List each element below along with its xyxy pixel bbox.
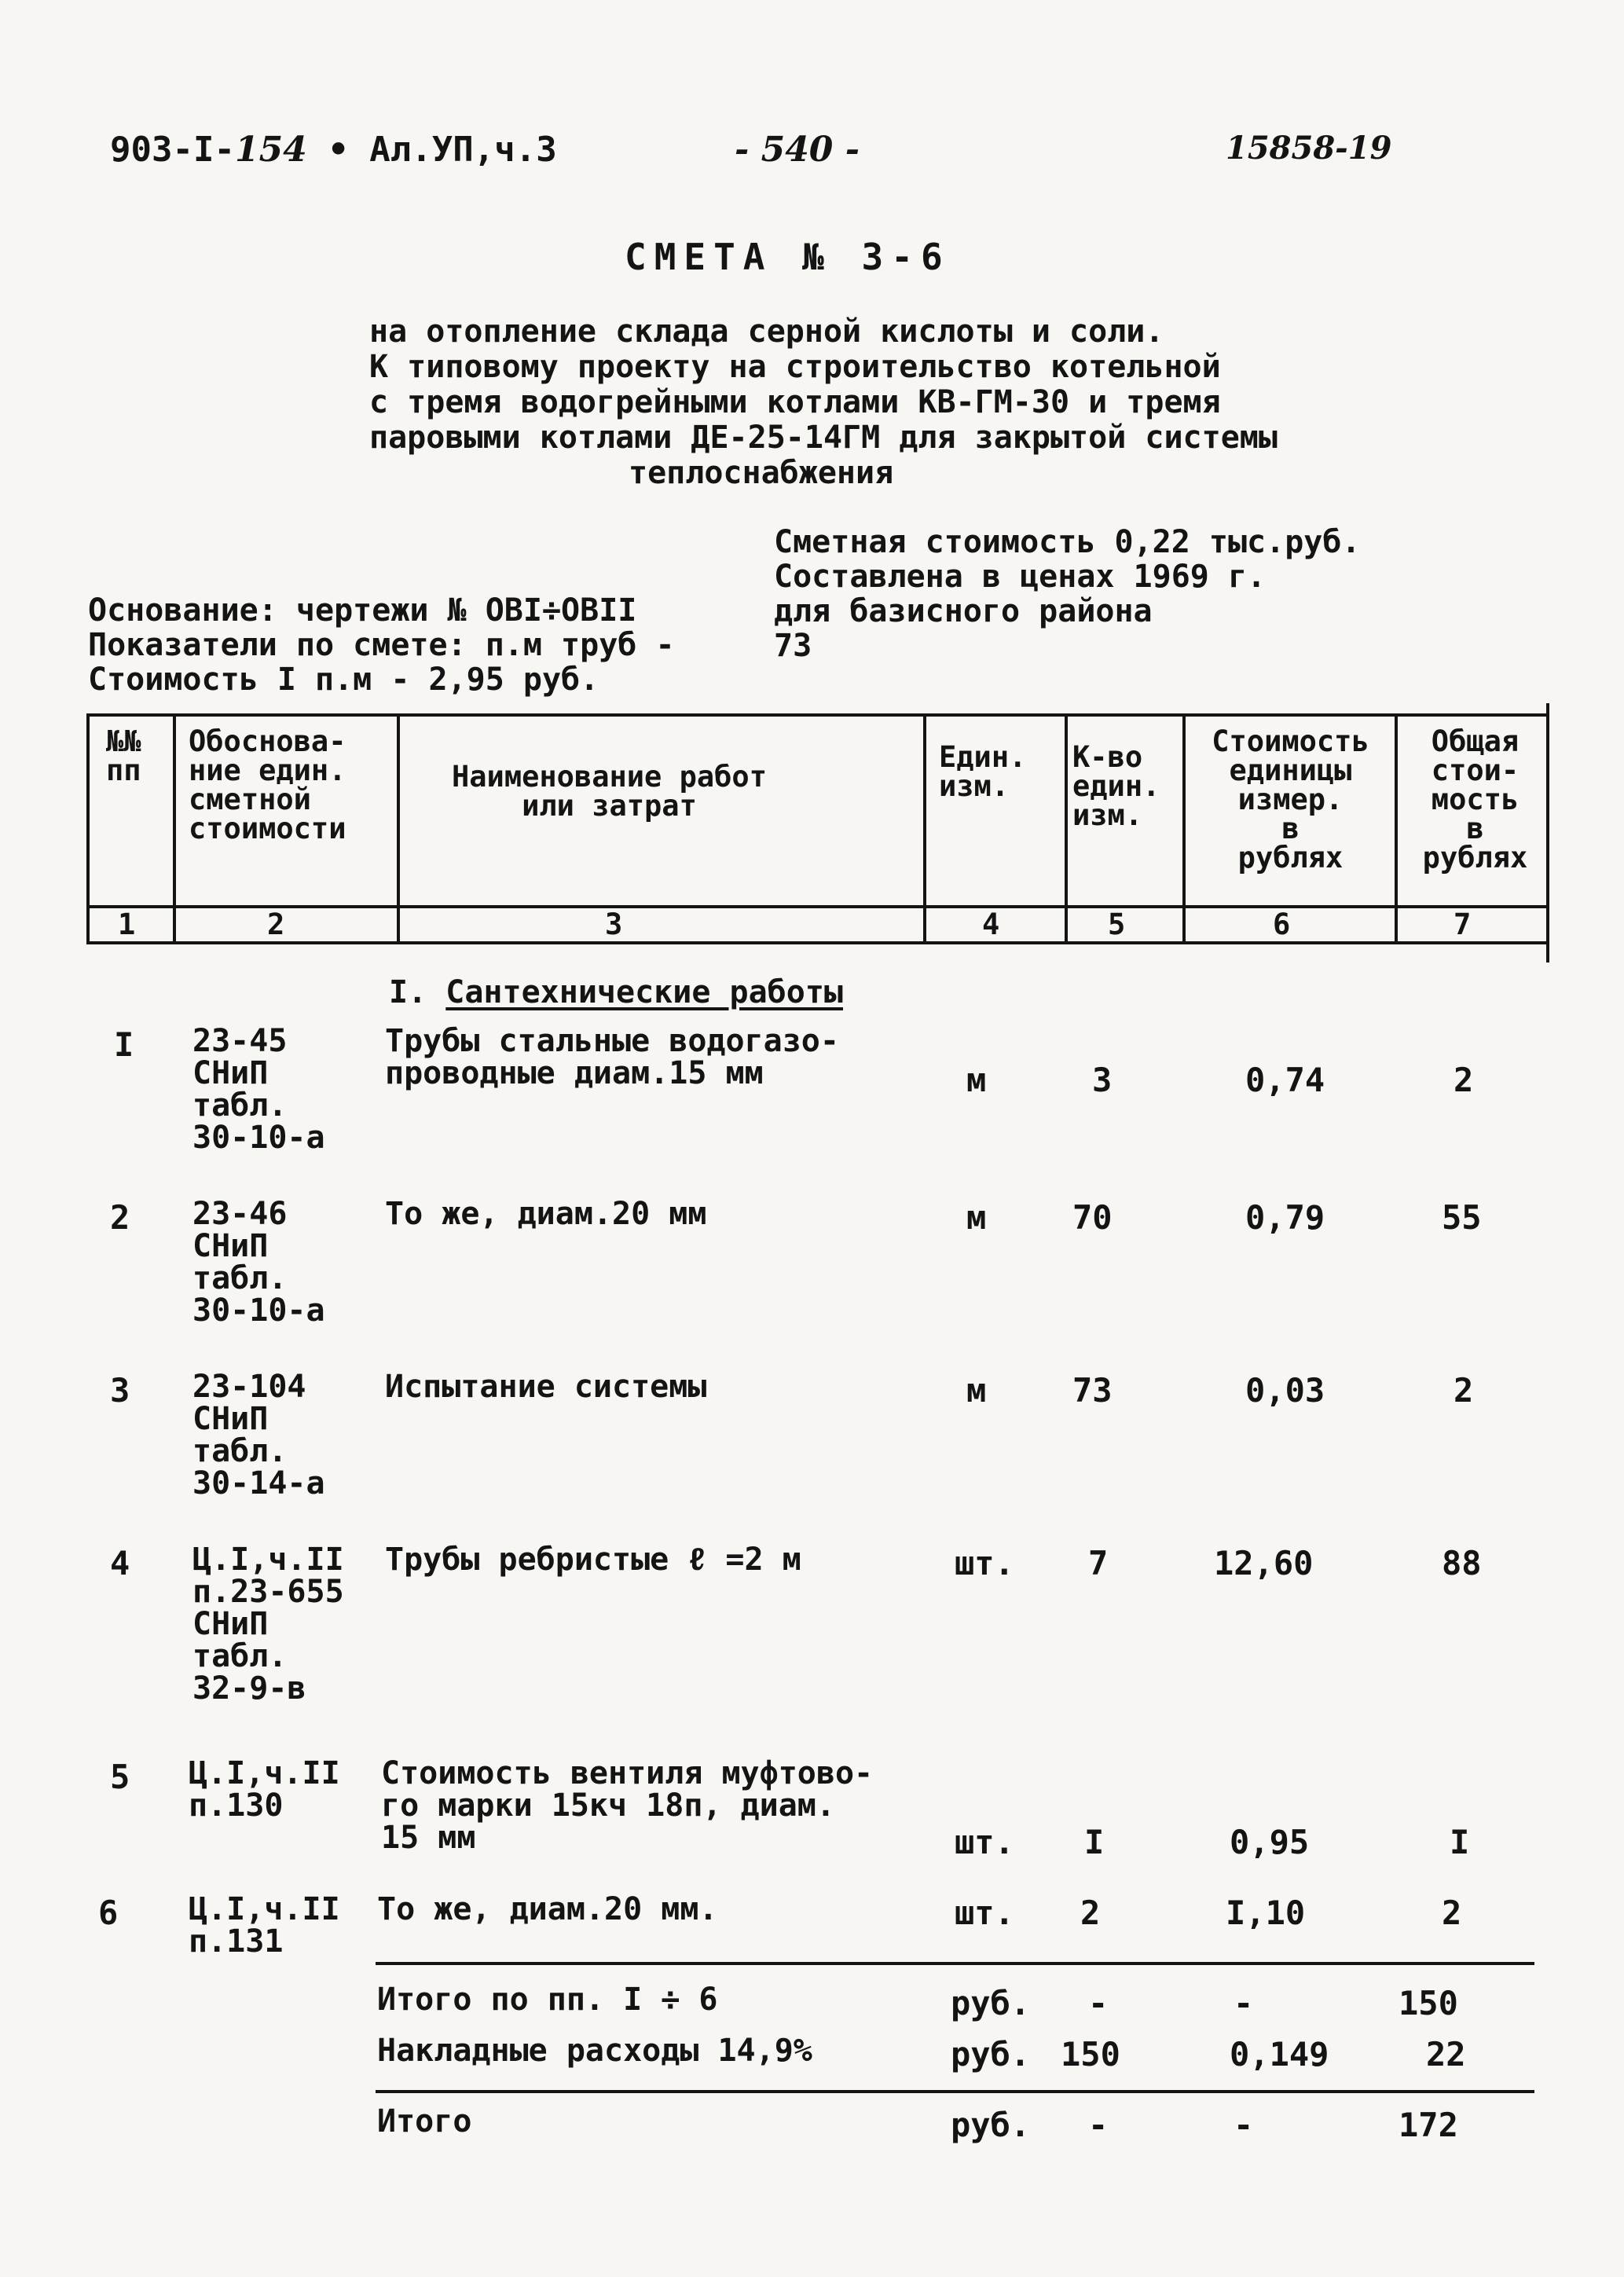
summary-unit: руб. <box>951 2035 1031 2074</box>
row-unit-cost: 0,95 <box>1230 1823 1310 1861</box>
row-unit: шт. <box>955 1894 1014 1932</box>
row-unit-cost: 0,79 <box>1245 1198 1325 1237</box>
estimated-cost: Сметная стоимость 0,22 тыс.руб. <box>774 524 1361 560</box>
header-basis: Обоснова- ние един. сметной стоимости <box>189 724 346 845</box>
summary-quantity: - <box>1088 2106 1109 2144</box>
section-number: I. <box>389 974 427 1010</box>
section-heading <box>389 974 843 1010</box>
summary-top-rule <box>376 1962 1534 1965</box>
row-basis: 23-46 СНиП табл. 30-10-а <box>192 1196 325 1329</box>
row-total: 88 <box>1442 1544 1482 1582</box>
subtitle-line: паровыми котлами ДЕ-25-14ГМ для закрытой системы <box>369 420 1278 456</box>
row-work-name: Стоимость вентиля муфтово- го марки 15кч 18п, диам. 15 мм <box>381 1755 874 1856</box>
row-total: 2 <box>1454 1061 1474 1099</box>
row-total: I <box>1450 1823 1470 1861</box>
row-work-name: Трубы ребристые ℓ =2 м <box>385 1542 801 1578</box>
row-quantity: 73 <box>1072 1371 1113 1410</box>
table-col-border <box>1395 713 1398 944</box>
row-number: 3 <box>110 1371 130 1410</box>
summary-quantity: - <box>1088 1984 1109 2022</box>
row-unit: м <box>966 1371 987 1410</box>
table-col-border <box>1546 703 1549 962</box>
summary-total: 22 <box>1426 2035 1466 2074</box>
row-work-name: То же, диам.20 мм <box>385 1196 707 1232</box>
row-unit: м <box>966 1061 987 1099</box>
page-number: - 540 - <box>735 130 860 170</box>
table-col-border <box>1065 713 1068 944</box>
row-unit: м <box>966 1198 987 1237</box>
basis-block <box>88 593 675 697</box>
col-number: 5 <box>1108 908 1126 941</box>
col-number: 3 <box>605 908 623 941</box>
subtitle-line: на отопление склада серной кислоты и соли. <box>369 314 1164 350</box>
row-unit: шт. <box>955 1823 1014 1861</box>
summary-unit-cost: - <box>1234 1984 1254 2022</box>
basis-indicators: Показатели по смете: п.м труб - <box>88 627 675 663</box>
row-quantity: 70 <box>1072 1198 1113 1237</box>
row-unit-cost: 0,74 <box>1245 1061 1325 1099</box>
header-unit: Един. изм. <box>939 740 1027 803</box>
col-number: 4 <box>982 908 1000 941</box>
table-col-border <box>397 713 400 944</box>
pipe-meters-value: 73 <box>774 628 812 664</box>
section-title: Сантехнические работы <box>445 974 843 1010</box>
row-basis: 23-104 СНиП табл. 30-14-а <box>192 1369 325 1502</box>
summary-label: Итого <box>377 2103 472 2140</box>
table-top-border <box>86 713 1549 717</box>
table-col-border <box>173 713 176 944</box>
row-quantity: 2 <box>1080 1894 1101 1932</box>
row-work-name: Испытание системы <box>385 1369 707 1405</box>
header-work-name: Наименование работ или затрат <box>452 760 767 823</box>
summary-total: 172 <box>1399 2106 1458 2144</box>
price-year: Составлена в ценах 1969 г. <box>774 559 1267 595</box>
row-unit-cost: 12,60 <box>1214 1544 1314 1582</box>
summary-label: Итого по пп. I ÷ 6 <box>377 1982 718 2018</box>
row-number: 4 <box>110 1544 130 1582</box>
col-number: 7 <box>1454 908 1472 941</box>
summary-quantity: 150 <box>1061 2035 1120 2074</box>
row-quantity: 3 <box>1092 1061 1113 1099</box>
row-unit-cost: 0,03 <box>1245 1371 1325 1410</box>
summary-unit: руб. <box>951 2106 1031 2144</box>
col-number: 6 <box>1273 908 1291 941</box>
cost-info-block <box>774 525 1361 663</box>
summary-unit: руб. <box>951 1984 1031 2022</box>
summary-total-rule <box>376 2090 1534 2093</box>
header-quantity: К-во един. изм. <box>1072 740 1160 832</box>
summary-unit-cost: - <box>1234 2106 1254 2144</box>
summary-label: Накладные расходы 14,9% <box>377 2033 812 2069</box>
subtitle-line: К типовому проекту на строительство котельной <box>369 349 1221 385</box>
document-code-prefix: 903-I- <box>110 130 235 170</box>
header-unit-cost: Стоимость единицы измер. в рублях <box>1212 724 1369 874</box>
header-total-cost: Общая стои- мость в рублях <box>1422 724 1528 874</box>
subtitle-line: теплоснабжения <box>629 455 894 491</box>
header-row-number: №№ пп <box>106 724 141 787</box>
table-col-border <box>1182 713 1186 944</box>
col-number: 1 <box>118 908 136 941</box>
row-quantity: I <box>1084 1823 1105 1861</box>
document-title: СМЕТА № 3-6 <box>625 236 951 278</box>
col-number: 2 <box>267 908 285 941</box>
row-basis: Ц.I,ч.II п.23-655 СНиП табл. 32-9-в <box>192 1542 344 1707</box>
row-total: 55 <box>1442 1198 1482 1237</box>
row-total: 2 <box>1454 1371 1474 1410</box>
subtitle-block <box>369 314 1278 491</box>
row-work-name: То же, диам.20 мм. <box>377 1891 718 1927</box>
row-work-name: Трубы стальные водогазо- проводные диам.15 мм <box>385 1023 839 1091</box>
summary-unit-cost: 0,149 <box>1230 2035 1329 2074</box>
row-number: 2 <box>110 1198 130 1237</box>
document-number: 15858-19 <box>1226 130 1392 167</box>
document-code-handwritten: 154 <box>234 130 307 170</box>
table-header-divider <box>86 905 1549 908</box>
basis-unit-cost: Стоимость I п.м - 2,95 руб. <box>88 662 599 698</box>
row-basis: Ц.I,ч.II п.130 <box>189 1755 340 1824</box>
row-quantity: 7 <box>1088 1544 1109 1582</box>
row-number: 5 <box>110 1758 130 1796</box>
row-unit-cost: I,10 <box>1226 1894 1306 1932</box>
row-basis: Ц.I,ч.II п.131 <box>189 1891 340 1960</box>
table-col-border <box>923 713 926 944</box>
document-code-suffix: • Ал.УП,ч.3 <box>328 130 557 170</box>
subtitle-line: с тремя водогрейными котлами КВ-ГМ-30 и тремя <box>369 384 1221 420</box>
row-number: 6 <box>98 1894 119 1932</box>
row-unit: шт. <box>955 1544 1014 1582</box>
table-colnum-divider <box>86 941 1549 944</box>
table-col-border <box>86 713 90 944</box>
summary-total: 150 <box>1399 1984 1458 2022</box>
basis-drawings: Основание: чертежи № ОВI÷ОВII <box>88 592 637 629</box>
base-region: для базисного района <box>774 593 1153 629</box>
document-code <box>110 130 557 170</box>
row-number: I <box>114 1025 134 1064</box>
row-total: 2 <box>1442 1894 1462 1932</box>
row-basis: 23-45 СНиП табл. 30-10-а <box>192 1023 325 1156</box>
